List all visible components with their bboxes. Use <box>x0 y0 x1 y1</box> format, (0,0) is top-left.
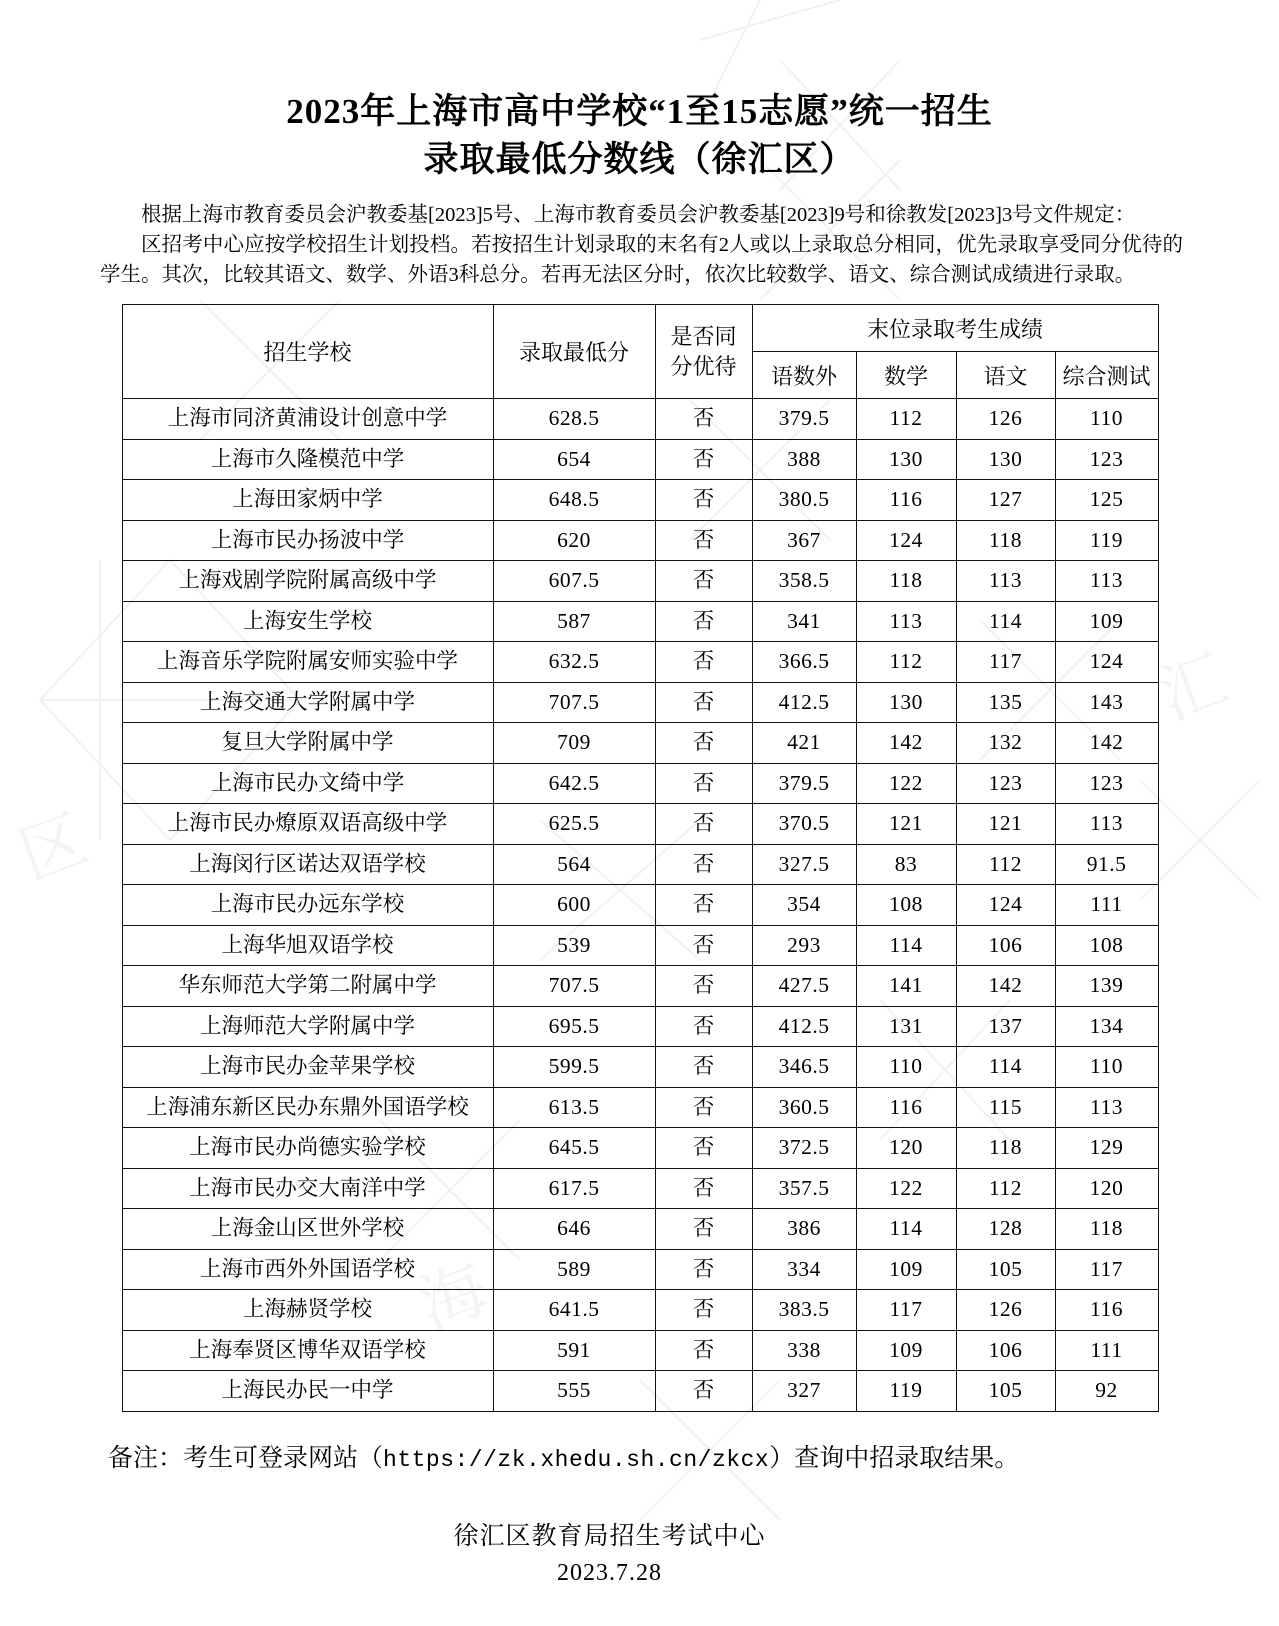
cell-equal-priority: 否 <box>655 1371 752 1412</box>
table-row <box>122 439 1158 480</box>
table-row <box>122 885 1158 926</box>
cell-math: 113 <box>856 601 956 642</box>
cell-chinese: 142 <box>956 966 1055 1007</box>
cell-min-score: 600 <box>493 885 655 926</box>
note-prefix: 备注：考生可登录网站（ <box>108 1444 384 1472</box>
table-row <box>122 601 1158 642</box>
cell-min-score: 645.5 <box>493 1128 655 1169</box>
cell-min-score: 617.5 <box>493 1168 655 1209</box>
cell-math: 83 <box>856 844 956 885</box>
table-row <box>122 844 1158 885</box>
cell-math: 120 <box>856 1128 956 1169</box>
cell-chinese-math-foreign: 427.5 <box>752 966 856 1007</box>
cell-school: 华东师范大学第二附属中学 <box>122 966 493 1007</box>
column-header-min-score: 录取最低分 <box>493 305 655 399</box>
cell-school: 上海市西外外国语学校 <box>122 1249 493 1290</box>
cell-school: 上海市久隆模范中学 <box>122 439 493 480</box>
cell-math: 130 <box>856 439 956 480</box>
cell-chinese: 121 <box>956 804 1055 845</box>
cell-comprehensive: 113 <box>1055 561 1158 602</box>
cell-school: 上海市民办扬波中学 <box>122 520 493 561</box>
cell-math: 109 <box>856 1249 956 1290</box>
cell-min-score: 707.5 <box>493 966 655 1007</box>
column-header-school: 招生学校 <box>122 305 493 399</box>
table-row <box>122 1006 1158 1047</box>
cell-chinese: 113 <box>956 561 1055 602</box>
cell-comprehensive: 113 <box>1055 804 1158 845</box>
cell-chinese-math-foreign: 358.5 <box>752 561 856 602</box>
svg-text:区: 区 <box>10 802 98 895</box>
cell-comprehensive: 129 <box>1055 1128 1158 1169</box>
cell-chinese-math-foreign: 412.5 <box>752 1006 856 1047</box>
cell-comprehensive: 125 <box>1055 480 1158 521</box>
cell-chinese-math-foreign: 366.5 <box>752 642 856 683</box>
cell-chinese-math-foreign: 421 <box>752 723 856 764</box>
cell-math: 124 <box>856 520 956 561</box>
cell-min-score: 587 <box>493 601 655 642</box>
cell-chinese-math-foreign: 386 <box>752 1209 856 1250</box>
cell-equal-priority: 否 <box>655 925 752 966</box>
cell-chinese-math-foreign: 388 <box>752 439 856 480</box>
cell-comprehensive: 91.5 <box>1055 844 1158 885</box>
cell-chinese: 118 <box>956 520 1055 561</box>
cell-comprehensive: 110 <box>1055 399 1158 440</box>
cell-chinese: 105 <box>956 1249 1055 1290</box>
cell-min-score: 539 <box>493 925 655 966</box>
cell-math: 141 <box>856 966 956 1007</box>
cell-chinese: 118 <box>956 1128 1055 1169</box>
cell-equal-priority: 否 <box>655 844 752 885</box>
title-line-1: 2023年上海市高中学校“1至15志愿”统一招生 <box>286 92 993 131</box>
cell-equal-priority: 否 <box>655 966 752 1007</box>
cell-comprehensive: 124 <box>1055 642 1158 683</box>
cell-equal-priority: 否 <box>655 1330 752 1371</box>
cell-math: 112 <box>856 399 956 440</box>
table-row <box>122 1087 1158 1128</box>
cell-comprehensive: 110 <box>1055 1047 1158 1088</box>
cell-chinese-math-foreign: 293 <box>752 925 856 966</box>
column-header-chinese: 语文 <box>956 352 1055 399</box>
footer-note <box>108 1442 1279 1477</box>
cell-equal-priority: 否 <box>655 1249 752 1290</box>
table-row <box>122 1128 1158 1169</box>
cell-math: 114 <box>856 925 956 966</box>
cell-equal-priority: 否 <box>655 1087 752 1128</box>
cell-school: 上海市民办燎原双语高级中学 <box>122 804 493 845</box>
cell-school: 上海田家炳中学 <box>122 480 493 521</box>
cell-min-score: 642.5 <box>493 763 655 804</box>
cell-equal-priority: 否 <box>655 682 752 723</box>
scores-table-wrapper <box>122 304 1158 1412</box>
table-row <box>122 1168 1158 1209</box>
cell-equal-priority: 否 <box>655 1128 752 1169</box>
table-row <box>122 642 1158 683</box>
cell-equal-priority: 否 <box>655 561 752 602</box>
cell-comprehensive: 108 <box>1055 925 1158 966</box>
cell-chinese: 137 <box>956 1006 1055 1047</box>
cell-min-score: 709 <box>493 723 655 764</box>
cell-comprehensive: 139 <box>1055 966 1158 1007</box>
cell-chinese: 105 <box>956 1371 1055 1412</box>
cell-chinese: 124 <box>956 885 1055 926</box>
cell-chinese: 117 <box>956 642 1055 683</box>
cell-school: 上海市民办文绮中学 <box>122 763 493 804</box>
cell-comprehensive: 134 <box>1055 1006 1158 1047</box>
cell-math: 116 <box>856 480 956 521</box>
cell-school: 上海交通大学附属中学 <box>122 682 493 723</box>
table-row <box>122 561 1158 602</box>
cell-chinese: 114 <box>956 601 1055 642</box>
cell-chinese-math-foreign: 367 <box>752 520 856 561</box>
column-header-chinese-math-foreign: 语数外 <box>752 352 856 399</box>
cell-chinese: 112 <box>956 1168 1055 1209</box>
cell-min-score: 591 <box>493 1330 655 1371</box>
column-header-math: 数学 <box>856 352 956 399</box>
cell-equal-priority: 否 <box>655 1168 752 1209</box>
intro-text <box>100 200 1183 290</box>
cell-min-score: 620 <box>493 520 655 561</box>
table-row <box>122 1371 1158 1412</box>
cell-school: 上海师范大学附属中学 <box>122 1006 493 1047</box>
cell-math: 117 <box>856 1290 956 1331</box>
cell-equal-priority: 否 <box>655 520 752 561</box>
cell-chinese: 106 <box>956 925 1055 966</box>
cell-comprehensive: 109 <box>1055 601 1158 642</box>
table-header <box>122 305 1158 399</box>
cell-school: 复旦大学附属中学 <box>122 723 493 764</box>
cell-math: 118 <box>856 561 956 602</box>
cell-math: 119 <box>856 1371 956 1412</box>
cell-school: 上海民办民一中学 <box>122 1371 493 1412</box>
query-website-url[interactable]: https://zk.xhedu.sh.cn/zkcx <box>383 1446 770 1473</box>
cell-comprehensive: 143 <box>1055 682 1158 723</box>
admission-scores-table <box>122 304 1159 1412</box>
cell-chinese: 135 <box>956 682 1055 723</box>
intro-paragraph-2: 区招考中心应按学校招生计划投档。若按招生计划录取的末名有2人或以上录取总分相同，优先录取享受同分优待的学生。其次，比较其语文、数学、外语3科总分。若再无法区分时，依次比较数学、语文、综合测试成绩进行录取。 <box>100 234 1183 286</box>
cell-chinese-math-foreign: 334 <box>752 1249 856 1290</box>
cell-school: 上海赫贤学校 <box>122 1290 493 1331</box>
cell-min-score: 564 <box>493 844 655 885</box>
cell-chinese-math-foreign: 380.5 <box>752 480 856 521</box>
cell-chinese: 112 <box>956 844 1055 885</box>
cell-chinese-math-foreign: 370.5 <box>752 804 856 845</box>
cell-comprehensive: 111 <box>1055 1330 1158 1371</box>
cell-chinese: 123 <box>956 763 1055 804</box>
cell-school: 上海安生学校 <box>122 601 493 642</box>
cell-comprehensive: 92 <box>1055 1371 1158 1412</box>
cell-equal-priority: 否 <box>655 763 752 804</box>
cell-comprehensive: 142 <box>1055 723 1158 764</box>
cell-school: 上海市同济黄浦设计创意中学 <box>122 399 493 440</box>
cell-chinese-math-foreign: 383.5 <box>752 1290 856 1331</box>
cell-min-score: 632.5 <box>493 642 655 683</box>
cell-chinese: 127 <box>956 480 1055 521</box>
cell-math: 116 <box>856 1087 956 1128</box>
cell-equal-priority: 否 <box>655 1006 752 1047</box>
cell-chinese-math-foreign: 372.5 <box>752 1128 856 1169</box>
cell-min-score: 625.5 <box>493 804 655 845</box>
cell-comprehensive: 117 <box>1055 1249 1158 1290</box>
cell-min-score: 646 <box>493 1209 655 1250</box>
cell-chinese-math-foreign: 379.5 <box>752 763 856 804</box>
table-row <box>122 925 1158 966</box>
table-header-row-1 <box>122 305 1158 352</box>
cell-math: 130 <box>856 682 956 723</box>
cell-chinese-math-foreign: 357.5 <box>752 1168 856 1209</box>
cell-math: 131 <box>856 1006 956 1047</box>
cell-chinese-math-foreign: 338 <box>752 1330 856 1371</box>
cell-min-score: 648.5 <box>493 480 655 521</box>
cell-math: 108 <box>856 885 956 926</box>
table-row <box>122 1330 1158 1371</box>
cell-min-score: 613.5 <box>493 1087 655 1128</box>
cell-math: 110 <box>856 1047 956 1088</box>
cell-min-score: 555 <box>493 1371 655 1412</box>
cell-school: 上海戏剧学院附属高级中学 <box>122 561 493 602</box>
cell-chinese-math-foreign: 354 <box>752 885 856 926</box>
cell-min-score: 628.5 <box>493 399 655 440</box>
cell-equal-priority: 否 <box>655 399 752 440</box>
cell-comprehensive: 116 <box>1055 1290 1158 1331</box>
table-row <box>122 1290 1158 1331</box>
cell-min-score: 599.5 <box>493 1047 655 1088</box>
cell-chinese-math-foreign: 341 <box>752 601 856 642</box>
table-row <box>122 1209 1158 1250</box>
column-header-comprehensive: 综合测试 <box>1055 352 1158 399</box>
signature-block <box>0 1519 1279 1591</box>
cell-equal-priority: 否 <box>655 723 752 764</box>
cell-school: 上海音乐学院附属安师实验中学 <box>122 642 493 683</box>
cell-chinese: 126 <box>956 399 1055 440</box>
equal-priority-line-1: 是否同 <box>670 323 737 349</box>
cell-chinese: 130 <box>956 439 1055 480</box>
title-line-2: 录取最低分数线（徐汇区） <box>423 140 856 179</box>
cell-chinese: 132 <box>956 723 1055 764</box>
cell-comprehensive: 113 <box>1055 1087 1158 1128</box>
column-header-equal-score-priority <box>655 305 752 399</box>
cell-equal-priority: 否 <box>655 642 752 683</box>
cell-comprehensive: 120 <box>1055 1168 1158 1209</box>
table-row <box>122 1249 1158 1290</box>
cell-chinese-math-foreign: 346.5 <box>752 1047 856 1088</box>
svg-text:海: 海 <box>410 1252 498 1345</box>
cell-school: 上海金山区世外学校 <box>122 1209 493 1250</box>
table-row <box>122 723 1158 764</box>
cell-chinese-math-foreign: 412.5 <box>752 682 856 723</box>
cell-comprehensive: 123 <box>1055 763 1158 804</box>
cell-chinese: 114 <box>956 1047 1055 1088</box>
cell-math: 112 <box>856 642 956 683</box>
cell-equal-priority: 否 <box>655 885 752 926</box>
note-suffix: ）查询中招录取结果。 <box>769 1444 1020 1472</box>
cell-school: 上海市民办尚德实验学校 <box>122 1128 493 1169</box>
cell-math: 142 <box>856 723 956 764</box>
cell-equal-priority: 否 <box>655 480 752 521</box>
cell-chinese: 106 <box>956 1330 1055 1371</box>
cell-comprehensive: 111 <box>1055 885 1158 926</box>
cell-min-score: 695.5 <box>493 1006 655 1047</box>
cell-equal-priority: 否 <box>655 1290 752 1331</box>
cell-school: 上海浦东新区民办东鼎外国语学校 <box>122 1087 493 1128</box>
cell-equal-priority: 否 <box>655 439 752 480</box>
issuing-organization: 徐汇区教育局招生考试中心 <box>453 1522 766 1550</box>
cell-chinese: 128 <box>956 1209 1055 1250</box>
cell-school: 上海市民办交大南洋中学 <box>122 1168 493 1209</box>
cell-equal-priority: 否 <box>655 1209 752 1250</box>
cell-min-score: 607.5 <box>493 561 655 602</box>
table-row <box>122 763 1158 804</box>
table-row <box>122 399 1158 440</box>
cell-comprehensive: 123 <box>1055 439 1158 480</box>
svg-text:汇: 汇 <box>1150 642 1238 735</box>
cell-school: 上海市民办金苹果学校 <box>122 1047 493 1088</box>
cell-equal-priority: 否 <box>655 601 752 642</box>
cell-min-score: 654 <box>493 439 655 480</box>
issue-date: 2023.7.28 <box>557 1559 662 1586</box>
cell-school: 上海闵行区诺达双语学校 <box>122 844 493 885</box>
cell-min-score: 707.5 <box>493 682 655 723</box>
table-row <box>122 966 1158 1007</box>
cell-school: 上海华旭双语学校 <box>122 925 493 966</box>
intro-paragraph-1: 根据上海市教育委员会沪教委基[2023]5号、上海市教育委员会沪教委基[2023]9号和徐教发[2023]3号文件规定： <box>141 204 1136 226</box>
cell-math: 114 <box>856 1209 956 1250</box>
cell-min-score: 641.5 <box>493 1290 655 1331</box>
equal-priority-line-2: 分优待 <box>670 353 737 379</box>
cell-chinese-math-foreign: 379.5 <box>752 399 856 440</box>
cell-comprehensive: 118 <box>1055 1209 1158 1250</box>
cell-equal-priority: 否 <box>655 804 752 845</box>
cell-chinese-math-foreign: 327 <box>752 1371 856 1412</box>
table-row <box>122 1047 1158 1088</box>
cell-math: 122 <box>856 763 956 804</box>
cell-school: 上海奉贤区博华双语学校 <box>122 1330 493 1371</box>
cell-school: 上海市民办远东学校 <box>122 885 493 926</box>
table-row <box>122 520 1158 561</box>
cell-chinese-math-foreign: 327.5 <box>752 844 856 885</box>
cell-chinese: 126 <box>956 1290 1055 1331</box>
table-row <box>122 682 1158 723</box>
table-body <box>122 399 1158 1412</box>
cell-math: 122 <box>856 1168 956 1209</box>
cell-chinese: 115 <box>956 1087 1055 1128</box>
cell-math: 109 <box>856 1330 956 1371</box>
column-header-last-admitted-group: 末位录取考生成绩 <box>752 305 1158 352</box>
cell-min-score: 589 <box>493 1249 655 1290</box>
page-title <box>0 0 1279 184</box>
cell-comprehensive: 119 <box>1055 520 1158 561</box>
cell-math: 121 <box>856 804 956 845</box>
table-row <box>122 480 1158 521</box>
cell-chinese-math-foreign: 360.5 <box>752 1087 856 1128</box>
cell-equal-priority: 否 <box>655 1047 752 1088</box>
table-row <box>122 804 1158 845</box>
